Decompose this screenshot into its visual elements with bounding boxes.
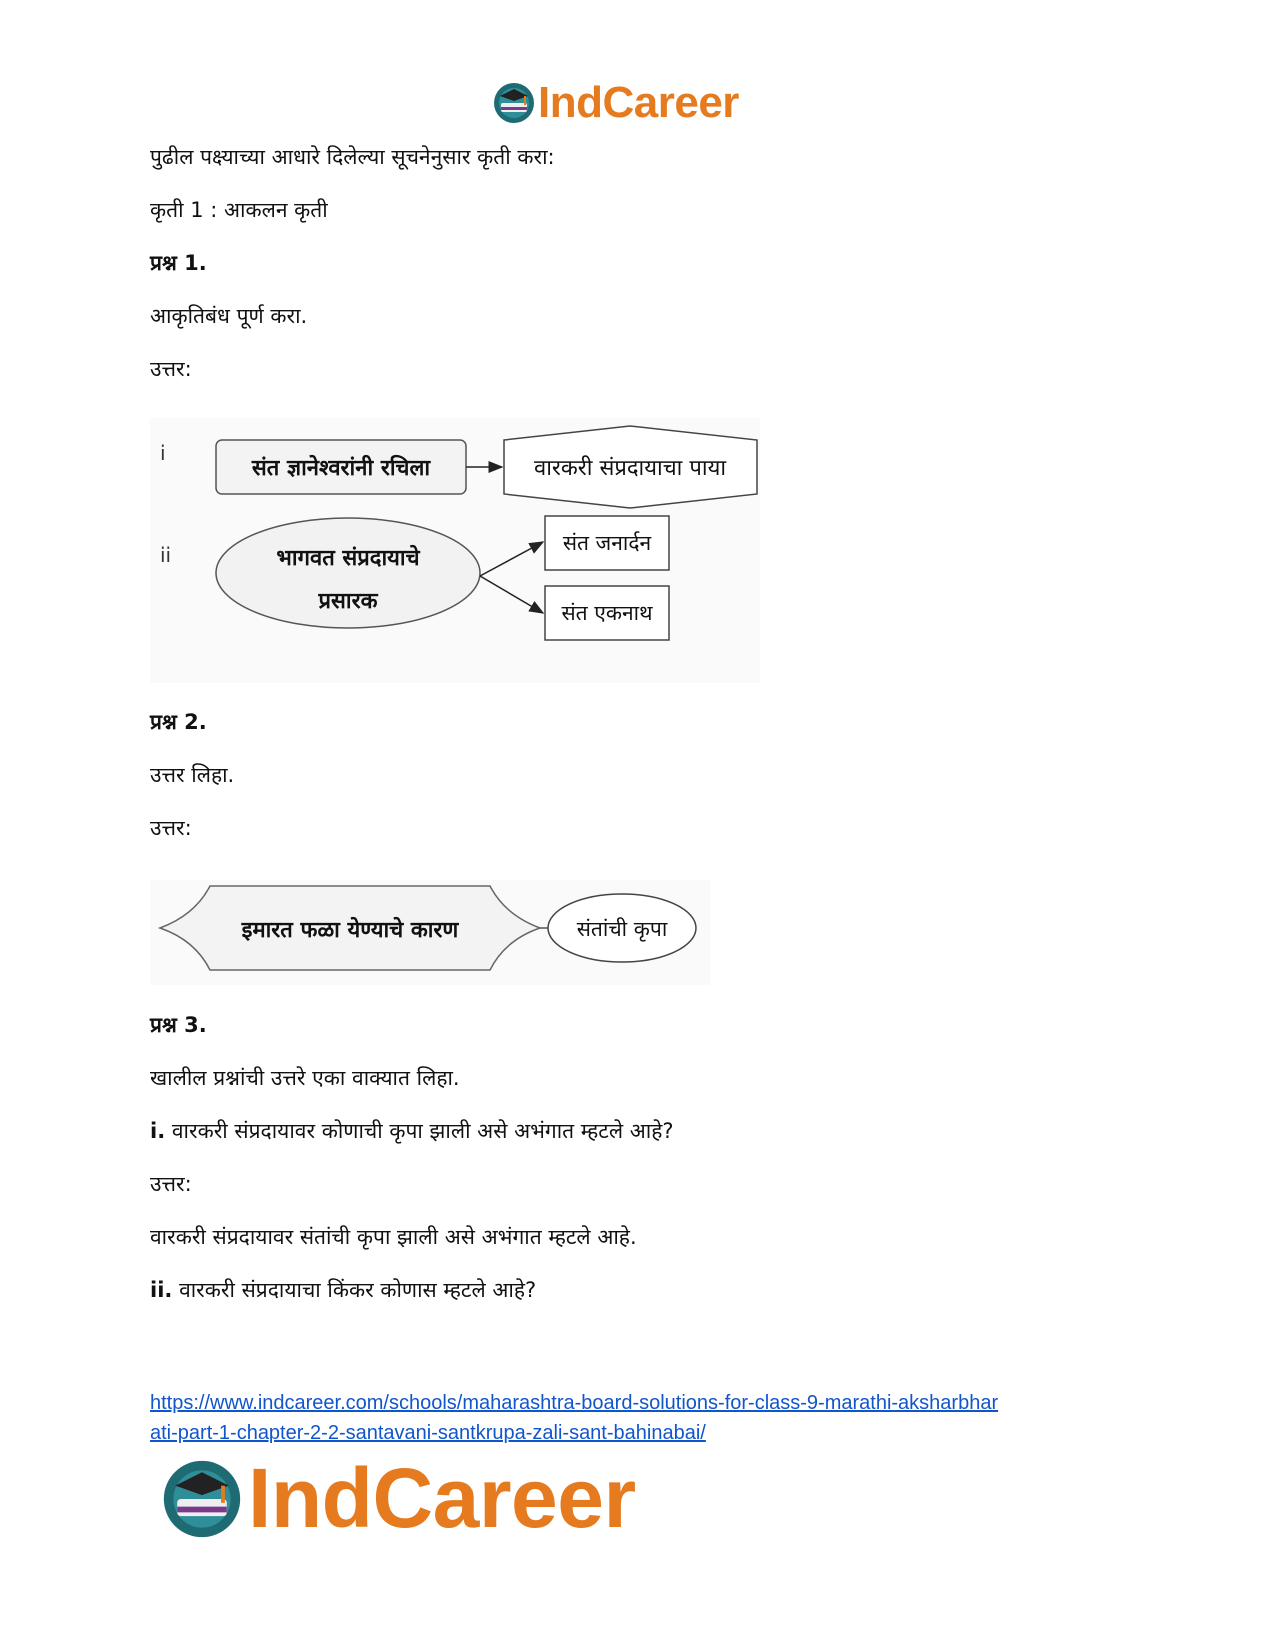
row2-box2-text: संत एकनाथ bbox=[561, 601, 653, 625]
q3-sub2-text: वारकरी संप्रदायाचा किंकर कोणास म्हटले आहे? bbox=[179, 1278, 537, 1302]
q2-diagram bbox=[150, 880, 710, 985]
row2-oval-line1: भागवत संप्रदायाचे bbox=[276, 546, 420, 571]
row1-number: i bbox=[160, 441, 166, 465]
q3-sub1-question bbox=[150, 1117, 674, 1145]
q3-sub2-question bbox=[150, 1276, 536, 1304]
footer-url-line2[interactable]: ati-part-1-chapter-2-2-santavani-santkrupa-zali-sant-bahinabai/ bbox=[150, 1422, 706, 1444]
q1-diagram bbox=[150, 418, 760, 683]
q2-instruction: उत्तर लिहा. bbox=[150, 763, 235, 787]
indcareer-logo-icon bbox=[492, 81, 536, 125]
footer-brand-name: IndCareer bbox=[248, 1451, 636, 1545]
brand-name: IndCareer bbox=[538, 78, 739, 127]
q2-label: प्रश्न 2. bbox=[150, 710, 207, 734]
indcareer-logo-icon-large bbox=[160, 1457, 244, 1541]
q3-label: प्रश्न 3. bbox=[150, 1013, 207, 1037]
row2-box1-text: संत जनार्दन bbox=[562, 531, 652, 555]
activity-title: कृती 1 : आकलन कृती bbox=[150, 198, 328, 222]
intro-text: पुढील पक्ष्याच्या आधारे दिलेल्या सूचनेनुसार कृती करा: bbox=[150, 145, 555, 169]
row2-number: ii bbox=[160, 543, 172, 567]
q2-left-text: इमारत फळा येण्याचे कारण bbox=[241, 918, 459, 943]
q2-answer-label: उत्तर: bbox=[150, 816, 192, 840]
row1-left-text: संत ज्ञानेश्वरांनी रचिला bbox=[251, 456, 431, 481]
q3-instruction: खालील प्रश्नांची उत्तरे एका वाक्यात लिहा. bbox=[150, 1066, 460, 1090]
q1-instruction: आकृतिबंध पूर्ण करा. bbox=[150, 304, 308, 328]
q3-sub1-text: वारकरी संप्रदायावर कोणाची कृपा झाली असे अभंगात म्हटले आहे? bbox=[171, 1119, 674, 1143]
row2-oval-line2: प्रसारक bbox=[318, 589, 378, 614]
footer-link-block bbox=[150, 1388, 1150, 1448]
row1-right-text: वारकरी संप्रदायाचा पाया bbox=[533, 456, 727, 481]
q3-sub2-number: ii. bbox=[150, 1278, 173, 1302]
q3-sub1-answer-label: उत्तर: bbox=[150, 1172, 192, 1196]
q3-sub1-answer: वारकरी संप्रदायावर संतांची कृपा झाली असे अभंगात म्हटले आहे. bbox=[150, 1225, 637, 1249]
q3-sub1-number: i. bbox=[150, 1119, 166, 1143]
q2-right-text: संतांची कृपा bbox=[576, 917, 668, 941]
footer-logo bbox=[160, 1450, 636, 1547]
q1-answer-label: उत्तर: bbox=[150, 357, 192, 381]
header-logo bbox=[492, 78, 739, 128]
q1-label: प्रश्न 1. bbox=[150, 251, 207, 275]
footer-url-line1[interactable]: https://www.indcareer.com/schools/maharashtra-board-solutions-for-class-9-marathi-aksharbhar bbox=[150, 1392, 999, 1414]
